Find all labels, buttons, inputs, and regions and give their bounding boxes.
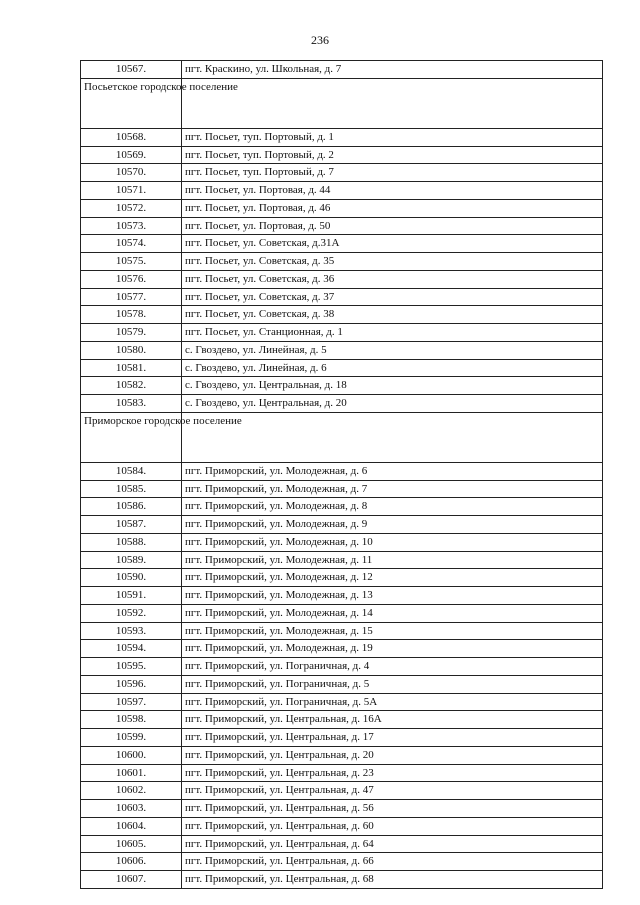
row-number: 10577. <box>81 288 182 306</box>
address-cell: с. Гвоздево, ул. Линейная, д. 6 <box>182 359 603 377</box>
page-number: 236 <box>311 33 329 47</box>
address-cell: пгт. Приморский, ул. Центральная, д. 64 <box>182 835 603 853</box>
row-number: 10598. <box>81 711 182 729</box>
address-cell: пгт. Посьет, ул. Советская, д. 35 <box>182 253 603 271</box>
table-row <box>81 658 603 676</box>
row-number: 10574. <box>81 235 182 253</box>
empty-cell <box>182 412 603 462</box>
table-row <box>81 359 603 377</box>
address-cell: пгт. Посьет, ул. Портовая, д. 50 <box>182 217 603 235</box>
table-row <box>81 324 603 342</box>
table-row <box>81 270 603 288</box>
row-number: 10589. <box>81 551 182 569</box>
table-row <box>81 764 603 782</box>
address-cell: пгт. Приморский, ул. Молодежная, д. 7 <box>182 480 603 498</box>
row-number: 10578. <box>81 306 182 324</box>
table-row <box>81 871 603 889</box>
table-row <box>81 835 603 853</box>
address-cell: пгт. Посьет, ул. Советская, д. 38 <box>182 306 603 324</box>
table-row <box>81 746 603 764</box>
table-row <box>81 235 603 253</box>
row-number: 10592. <box>81 604 182 622</box>
address-cell: пгт. Приморский, ул. Молодежная, д. 8 <box>182 498 603 516</box>
settlement-name: Посьетское городское поселение <box>81 78 182 128</box>
address-cell: пгт. Приморский, ул. Центральная, д. 68 <box>182 871 603 889</box>
table-row <box>81 306 603 324</box>
address-cell: пгт. Приморский, ул. Центральная, д. 23 <box>182 764 603 782</box>
address-cell: пгт. Приморский, ул. Молодежная, д. 13 <box>182 587 603 605</box>
table-row <box>81 853 603 871</box>
row-number: 10600. <box>81 746 182 764</box>
row-number: 10588. <box>81 533 182 551</box>
table-row <box>81 217 603 235</box>
address-cell: пгт. Приморский, ул. Молодежная, д. 10 <box>182 533 603 551</box>
row-number: 10572. <box>81 199 182 217</box>
address-cell: пгт. Посьет, туп. Портовый, д. 7 <box>182 164 603 182</box>
row-number: 10590. <box>81 569 182 587</box>
address-cell: пгт. Приморский, ул. Центральная, д. 60 <box>182 817 603 835</box>
address-cell: с. Гвоздево, ул. Центральная, д. 18 <box>182 377 603 395</box>
empty-cell <box>182 78 603 128</box>
address-cell: пгт. Приморский, ул. Молодежная, д. 11 <box>182 551 603 569</box>
row-number: 10599. <box>81 729 182 747</box>
row-number: 10580. <box>81 341 182 359</box>
address-cell: пгт. Посьет, ул. Станционная, д. 1 <box>182 324 603 342</box>
table-row <box>81 587 603 605</box>
table-row <box>81 729 603 747</box>
row-number: 10602. <box>81 782 182 800</box>
table-row <box>81 146 603 164</box>
table-row <box>81 462 603 480</box>
row-number: 10585. <box>81 480 182 498</box>
table-row <box>81 395 603 413</box>
address-cell: пгт. Приморский, ул. Пограничная, д. 4 <box>182 658 603 676</box>
address-cell: пгт. Посьет, ул. Советская, д.31А <box>182 235 603 253</box>
row-number: 10594. <box>81 640 182 658</box>
address-cell: пгт. Приморский, ул. Молодежная, д. 19 <box>182 640 603 658</box>
address-table-body <box>81 61 603 889</box>
row-number: 10569. <box>81 146 182 164</box>
address-cell: пгт. Приморский, ул. Центральная, д. 47 <box>182 782 603 800</box>
table-row <box>81 604 603 622</box>
row-number: 10573. <box>81 217 182 235</box>
table-row <box>81 640 603 658</box>
table-row <box>81 533 603 551</box>
row-number: 10591. <box>81 587 182 605</box>
row-number: 10605. <box>81 835 182 853</box>
address-cell: пгт. Приморский, ул. Центральная, д. 17 <box>182 729 603 747</box>
table-row <box>81 377 603 395</box>
table-row <box>81 253 603 271</box>
table-row <box>81 817 603 835</box>
address-cell: пгт. Приморский, ул. Пограничная, д. 5А <box>182 693 603 711</box>
table-row <box>81 516 603 534</box>
row-number: 10586. <box>81 498 182 516</box>
row-number: 10582. <box>81 377 182 395</box>
row-number: 10603. <box>81 800 182 818</box>
address-cell: пгт. Приморский, ул. Молодежная, д. 9 <box>182 516 603 534</box>
row-number: 10570. <box>81 164 182 182</box>
settlement-name: Приморское городское поселение <box>81 412 182 462</box>
table-row <box>81 288 603 306</box>
address-cell: пгт. Приморский, ул. Молодежная, д. 14 <box>182 604 603 622</box>
address-cell: пгт. Посьет, ул. Портовая, д. 46 <box>182 199 603 217</box>
table-row <box>81 498 603 516</box>
table-row <box>81 341 603 359</box>
table-row <box>81 182 603 200</box>
row-number: 10607. <box>81 871 182 889</box>
table-row <box>81 782 603 800</box>
row-number: 10601. <box>81 764 182 782</box>
address-cell: пгт. Посьет, туп. Портовый, д. 1 <box>182 128 603 146</box>
row-number: 10606. <box>81 853 182 871</box>
table-row <box>81 480 603 498</box>
address-cell: пгт. Приморский, ул. Центральная, д. 66 <box>182 853 603 871</box>
row-number: 10579. <box>81 324 182 342</box>
address-cell: пгт. Приморский, ул. Молодежная, д. 15 <box>182 622 603 640</box>
row-number: 10581. <box>81 359 182 377</box>
row-number: 10595. <box>81 658 182 676</box>
address-cell: с. Гвоздево, ул. Центральная, д. 20 <box>182 395 603 413</box>
address-cell: с. Гвоздево, ул. Линейная, д. 5 <box>182 341 603 359</box>
row-number: 10583. <box>81 395 182 413</box>
address-cell: пгт. Краскино, ул. Школьная, д. 7 <box>182 61 603 79</box>
settlement-group-row <box>81 78 603 128</box>
row-number: 10593. <box>81 622 182 640</box>
row-number: 10571. <box>81 182 182 200</box>
address-cell: пгт. Приморский, ул. Центральная, д. 20 <box>182 746 603 764</box>
table-row <box>81 61 603 79</box>
table-row <box>81 551 603 569</box>
table-row <box>81 199 603 217</box>
row-number: 10596. <box>81 675 182 693</box>
table-row <box>81 164 603 182</box>
table-row <box>81 569 603 587</box>
table-row <box>81 800 603 818</box>
address-cell: пгт. Приморский, ул. Молодежная, д. 6 <box>182 462 603 480</box>
address-cell: пгт. Приморский, ул. Центральная, д. 16А <box>182 711 603 729</box>
row-number: 10575. <box>81 253 182 271</box>
address-cell: пгт. Приморский, ул. Пограничная, д. 5 <box>182 675 603 693</box>
table-row <box>81 128 603 146</box>
address-table <box>80 60 603 889</box>
settlement-group-row <box>81 412 603 462</box>
address-cell: пгт. Посьет, туп. Портовый, д. 2 <box>182 146 603 164</box>
row-number: 10604. <box>81 817 182 835</box>
table-row <box>81 622 603 640</box>
row-number: 10597. <box>81 693 182 711</box>
row-number: 10576. <box>81 270 182 288</box>
row-number: 10587. <box>81 516 182 534</box>
address-cell: пгт. Посьет, ул. Советская, д. 37 <box>182 288 603 306</box>
table-row <box>81 693 603 711</box>
table-row <box>81 675 603 693</box>
row-number: 10567. <box>81 61 182 79</box>
row-number: 10568. <box>81 128 182 146</box>
address-cell: пгт. Приморский, ул. Молодежная, д. 12 <box>182 569 603 587</box>
table-row <box>81 711 603 729</box>
address-cell: пгт. Посьет, ул. Советская, д. 36 <box>182 270 603 288</box>
address-cell: пгт. Приморский, ул. Центральная, д. 56 <box>182 800 603 818</box>
address-cell: пгт. Посьет, ул. Портовая, д. 44 <box>182 182 603 200</box>
row-number: 10584. <box>81 462 182 480</box>
